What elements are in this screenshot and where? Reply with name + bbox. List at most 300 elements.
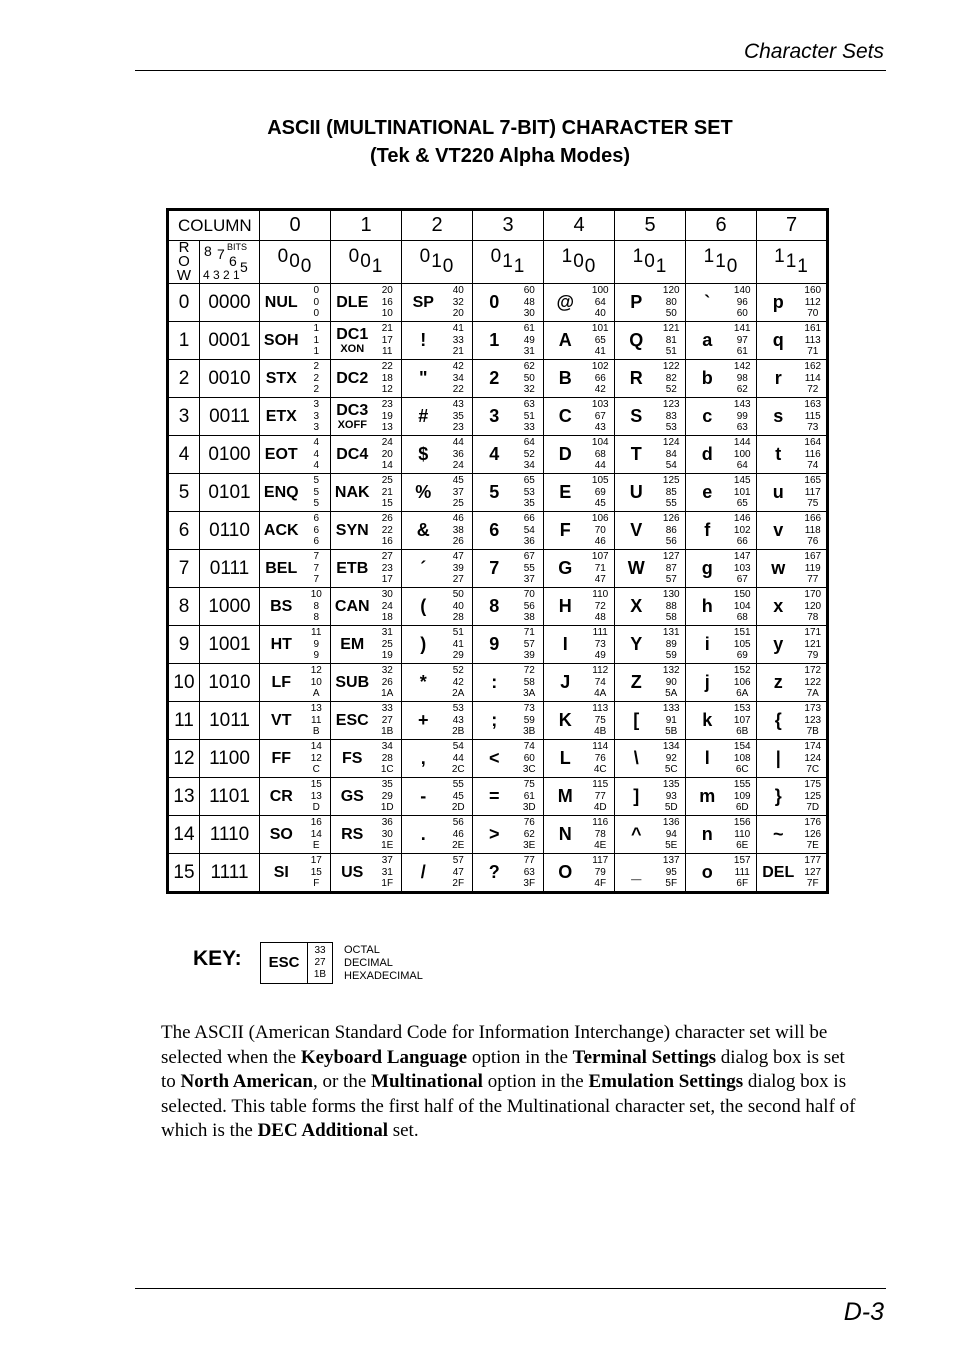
code-cell (800, 816, 828, 854)
char-cell (686, 740, 729, 778)
hex-code: 51 (665, 346, 677, 358)
code-cell (729, 778, 757, 816)
char-glyph: DC3 (336, 402, 369, 419)
decimal-code: 110 (734, 828, 751, 840)
char-cell (757, 550, 800, 588)
row-number: 6 (168, 512, 200, 550)
char-glyph: US (341, 864, 364, 881)
char-cell (615, 512, 658, 550)
char-cell (260, 322, 303, 360)
char-cell (544, 436, 587, 474)
char-glyph: ETB (336, 560, 369, 577)
char-glyph: EM (340, 636, 365, 653)
code-cell (658, 550, 686, 588)
char-glyph: NUL (264, 294, 298, 311)
hex-code: 23 (452, 422, 464, 434)
char-glyph: SOH (263, 332, 299, 349)
char-glyph: Z (630, 672, 642, 692)
char-cell (260, 854, 303, 893)
code-cell (374, 550, 402, 588)
char-cell (544, 322, 587, 360)
hex-code: 70 (807, 308, 819, 320)
char-cell (757, 626, 800, 664)
decimal-code: 37 (452, 486, 464, 498)
char-glyph: s (773, 406, 784, 426)
decimal-code: 98 (736, 372, 748, 384)
char-glyph: # (418, 406, 429, 426)
octal-code: 106 (591, 513, 609, 525)
octal-code: 112 (592, 665, 609, 677)
char-cell (402, 284, 445, 322)
bit-digit: 0 (289, 251, 300, 272)
decimal-code: 32 (452, 296, 464, 308)
char-cell (473, 398, 516, 436)
char-cell (544, 284, 587, 322)
decimal-code: 60 (523, 752, 535, 764)
bit-digit: 0 (348, 246, 360, 267)
code-cell (587, 778, 615, 816)
code-cell (658, 512, 686, 550)
char-glyph: 4 (489, 444, 500, 464)
char-cell (260, 664, 303, 702)
char-glyph: w (771, 558, 786, 578)
hex-code: 5 (313, 498, 320, 510)
octal-code: 3 (313, 399, 320, 411)
char-cell (615, 398, 658, 436)
column-bit-pattern (402, 241, 473, 284)
legend-octal: OCTAL (344, 944, 380, 956)
octal-code: 25 (381, 475, 393, 487)
code-cell (445, 664, 473, 702)
char-cell (544, 360, 587, 398)
char-cell (615, 854, 658, 893)
key-hex: 1B (313, 969, 327, 980)
char-cell (402, 360, 445, 398)
code-cell (303, 588, 331, 626)
title-line-2: (Tek & VT220 Alpha Modes) (369, 145, 631, 167)
char-glyph: B (558, 368, 572, 388)
octal-code: 2 (313, 361, 320, 373)
hex-code: 37 (523, 574, 535, 586)
octal-code: 45 (452, 475, 464, 487)
char-cell (686, 664, 729, 702)
column-number: 5 (615, 210, 686, 241)
char-cell (615, 588, 658, 626)
char-cell (686, 778, 729, 816)
bit-digit: 1 (715, 251, 726, 272)
char-cell (757, 360, 800, 398)
decimal-code: 87 (665, 562, 677, 574)
footer-rule (135, 1288, 886, 1289)
decimal-code: 106 (733, 676, 751, 688)
hex-code: 2A (452, 688, 465, 700)
row-number: 0 (168, 284, 200, 322)
code-cell (374, 626, 402, 664)
octal-code: 50 (452, 589, 464, 601)
decimal-code: 126 (804, 828, 822, 840)
char-cell (402, 816, 445, 854)
octal-code: 37 (381, 855, 393, 867)
hex-code: 5C (664, 764, 678, 776)
code-cell (658, 588, 686, 626)
decimal-code: 21 (381, 486, 393, 498)
char-glyph: Y (630, 634, 643, 654)
decimal-code: 25 (381, 638, 393, 650)
code-cell (516, 740, 544, 778)
bit-7: 7 (217, 246, 225, 262)
row-label-o: O (178, 253, 190, 270)
decimal-code: 69 (594, 486, 606, 498)
octal-code: 126 (662, 513, 680, 525)
hex-code: 1D (380, 802, 394, 814)
code-cell (445, 474, 473, 512)
code-cell (303, 740, 331, 778)
hex-code: 10 (381, 308, 393, 320)
hex-code: 3A (523, 688, 536, 700)
char-cell (260, 740, 303, 778)
octal-code: 141 (733, 323, 751, 335)
char-glyph: > (488, 824, 500, 844)
char-glyph: [ (633, 710, 640, 730)
code-cell (303, 664, 331, 702)
hex-code: 7B (806, 726, 819, 738)
char-glyph: h (701, 596, 713, 616)
row-bits: 1011 (200, 702, 260, 740)
row-bits: 0001 (200, 322, 260, 360)
octal-code: 103 (591, 399, 609, 411)
char-glyph: C (558, 406, 572, 426)
column-bit-pattern (331, 241, 402, 284)
decimal-code: 88 (665, 600, 677, 612)
octal-code: 62 (523, 361, 535, 373)
code-cell (658, 436, 686, 474)
char-cell (757, 740, 800, 778)
hex-code: 4 (313, 460, 320, 472)
decimal-code: 46 (452, 828, 464, 840)
char-cell (402, 512, 445, 550)
decimal-code: 56 (523, 600, 535, 612)
char-glyph: o (701, 862, 713, 882)
code-cell (587, 284, 615, 322)
code-cell (374, 778, 402, 816)
code-cell (587, 740, 615, 778)
char-glyph: GS (340, 788, 364, 805)
decimal-code: 100 (733, 448, 751, 460)
decimal-code: 96 (736, 296, 748, 308)
hex-code: 12 (381, 384, 393, 396)
octal-code: 67 (523, 551, 535, 563)
decimal-code: 105 (733, 638, 751, 650)
column-number: 0 (260, 210, 331, 241)
decimal-code: 12 (310, 752, 322, 764)
char-glyph: SO (269, 826, 293, 843)
decimal-code: 22 (381, 524, 393, 536)
code-cell (445, 816, 473, 854)
code-cell (729, 360, 757, 398)
code-cell (800, 550, 828, 588)
char-glyph: U (629, 482, 643, 502)
column-number: 1 (331, 210, 402, 241)
char-glyph: 6 (489, 520, 500, 540)
code-cell (374, 854, 402, 893)
bold-term: Keyboard Language (300, 1046, 468, 1068)
decimal-code: 86 (665, 524, 677, 536)
bit-digit: 0 (490, 246, 502, 267)
char-glyph: 3 (489, 406, 500, 426)
row-number: 2 (168, 360, 200, 398)
char-cell (260, 702, 303, 740)
decimal-code: 43 (452, 714, 464, 726)
hex-code: 5A (665, 688, 678, 700)
octal-code: 5 (313, 475, 320, 487)
ascii-character-table (166, 208, 829, 894)
char-cell (260, 512, 303, 550)
char-glyph: } (774, 786, 782, 806)
char-glyph: 1 (489, 330, 500, 350)
octal-code: 105 (591, 475, 609, 487)
char-glyph: ETX (265, 408, 297, 425)
code-cell (303, 436, 331, 474)
octal-code: 125 (662, 475, 680, 487)
char-cell (686, 512, 729, 550)
octal-code: 63 (523, 399, 535, 411)
octal-code: 113 (592, 703, 609, 715)
decimal-code: 38 (452, 524, 464, 536)
char-cell (331, 512, 374, 550)
text-run: option in the (482, 1071, 589, 1093)
char-glyph: d (701, 444, 713, 464)
octal-code: 115 (592, 779, 609, 791)
hex-code: 1 (313, 346, 320, 358)
char-glyph: | (775, 748, 781, 768)
char-glyph: , (420, 748, 426, 768)
octal-code: 123 (662, 399, 680, 411)
code-cell (729, 816, 757, 854)
code-cell (658, 360, 686, 398)
char-cell (260, 816, 303, 854)
char-cell (331, 588, 374, 626)
decimal-code: 10 (310, 676, 322, 688)
char-cell (544, 778, 587, 816)
char-glyph: A (558, 330, 572, 350)
hex-code: C (312, 764, 320, 776)
char-glyph: I (562, 634, 568, 654)
code-cell (587, 360, 615, 398)
char-glyph: NAK (334, 484, 370, 501)
char-cell (402, 702, 445, 740)
octal-code: 51 (452, 627, 464, 639)
hex-code: 63 (736, 422, 748, 434)
char-cell (473, 284, 516, 322)
row-bits: 0110 (200, 512, 260, 550)
code-cell (729, 588, 757, 626)
code-cell (729, 436, 757, 474)
char-glyph: SUB (335, 674, 370, 691)
decimal-code: 125 (804, 790, 822, 802)
octal-code: 130 (662, 589, 680, 601)
text-run: option in the (467, 1046, 573, 1068)
char-glyph: X (630, 596, 643, 616)
decimal-code: 47 (452, 866, 464, 878)
hex-code: 6 (313, 536, 320, 548)
octal-code: 30 (381, 589, 393, 601)
char-cell (615, 360, 658, 398)
hex-code: 2F (452, 878, 465, 890)
octal-code: 74 (523, 741, 535, 753)
octal-code: 44 (452, 437, 464, 449)
code-cell (587, 398, 615, 436)
table-row (168, 778, 828, 816)
octal-code: 75 (523, 779, 535, 791)
char-glyph: J (560, 672, 571, 692)
code-cell (303, 398, 331, 436)
hex-code: 4F (594, 878, 607, 890)
char-glyph: ) (420, 634, 427, 654)
column-bit-pattern (757, 241, 828, 284)
char-glyph: k (702, 710, 713, 730)
char-cell (402, 778, 445, 816)
hex-code: 65 (736, 498, 748, 510)
char-cell (473, 512, 516, 550)
code-cell (658, 816, 686, 854)
char-glyph: ( (420, 596, 427, 616)
header-rule (135, 70, 886, 71)
table-row (168, 664, 828, 702)
hex-code: 46 (594, 536, 606, 548)
text-run: dialog box is set to (161, 1046, 845, 1093)
code-cell (303, 854, 331, 893)
char-glyph: SP (412, 294, 434, 311)
char-glyph: SYN (335, 522, 369, 539)
code-cell (800, 398, 828, 436)
octal-code: 46 (452, 513, 464, 525)
decimal-code: 48 (523, 296, 535, 308)
char-glyph: 7 (489, 558, 500, 578)
table-row (168, 398, 828, 436)
table-row (168, 740, 828, 778)
code-cell (516, 436, 544, 474)
decimal-code: 120 (804, 600, 822, 612)
decimal-code: 11 (311, 714, 322, 726)
row-bits: 1101 (200, 778, 260, 816)
char-cell (615, 474, 658, 512)
bit-digit: 1 (431, 251, 442, 272)
octal-code: 22 (381, 361, 393, 373)
code-cell (374, 436, 402, 474)
hex-code: 50 (665, 308, 677, 320)
octal-code: 172 (804, 665, 822, 677)
decimal-code: 79 (594, 866, 606, 878)
char-glyph: FS (342, 750, 363, 767)
char-cell (686, 284, 729, 322)
decimal-code: 34 (452, 372, 464, 384)
hex-code: 74 (807, 460, 819, 472)
char-cell (473, 360, 516, 398)
char-glyph: & (416, 520, 430, 540)
decimal-code: 13 (310, 790, 322, 802)
decimal-code: 84 (665, 448, 677, 460)
decimal-code: 9 (313, 638, 320, 650)
row-number: 1 (168, 322, 200, 360)
column-number: 2 (402, 210, 473, 241)
octal-code: 23 (381, 399, 393, 411)
decimal-code: 111 (734, 866, 750, 878)
hex-code: 6B (736, 726, 749, 738)
column-number: 3 (473, 210, 544, 241)
hex-code: 62 (736, 384, 748, 396)
octal-code: 146 (733, 513, 751, 525)
code-cell (800, 664, 828, 702)
char-glyph: CR (269, 788, 293, 805)
code-cell (516, 360, 544, 398)
legend-decimal: DECIMAL (344, 957, 393, 969)
decimal-code: 97 (736, 334, 748, 346)
char-cell (260, 360, 303, 398)
row-label-w: W (176, 267, 192, 284)
char-cell (757, 512, 800, 550)
code-cell (800, 512, 828, 550)
code-cell (374, 588, 402, 626)
octal-code: 110 (592, 589, 609, 601)
octal-code: 73 (523, 703, 535, 715)
char-glyph: < (488, 748, 500, 768)
char-glyph: + (417, 710, 429, 730)
char-glyph: ESC (335, 712, 369, 729)
char-glyph: W (627, 558, 645, 578)
text-run: dialog box is selected. This table forms the first half of the Multinational character set, the second half of which is the (161, 1071, 856, 1142)
char-cell (331, 284, 374, 322)
code-cell (516, 398, 544, 436)
char-glyph: ? (488, 862, 500, 882)
decimal-code: 112 (804, 296, 821, 308)
char-glyph: F (559, 520, 571, 540)
octal-code: 12 (310, 665, 322, 677)
code-cell (516, 626, 544, 664)
decimal-code: 74 (594, 676, 606, 688)
octal-code: 102 (591, 361, 609, 373)
decimal-code: 52 (523, 448, 535, 460)
row-number: 8 (168, 588, 200, 626)
char-cell (473, 854, 516, 893)
decimal-code: 49 (523, 334, 535, 346)
decimal-code: 61 (523, 790, 535, 802)
char-glyph: 2 (489, 368, 500, 388)
octal-code: 43 (452, 399, 464, 411)
char-cell (473, 588, 516, 626)
bit-digit: 1 (561, 246, 573, 267)
code-cell (374, 398, 402, 436)
octal-code: 177 (804, 855, 822, 867)
decimal-code: 117 (804, 486, 821, 498)
char-cell (260, 778, 303, 816)
char-glyph: y (773, 634, 784, 654)
decimal-code: 89 (665, 638, 677, 650)
octal-code: 61 (523, 323, 535, 335)
code-cell (800, 854, 828, 893)
decimal-code: 77 (594, 790, 606, 802)
hex-code: 32 (523, 384, 535, 396)
row-bits: 0010 (200, 360, 260, 398)
code-cell (800, 626, 828, 664)
octal-code: 11 (311, 627, 322, 639)
hex-code: 39 (523, 650, 535, 662)
code-cell (658, 322, 686, 360)
octal-code: 151 (733, 627, 751, 639)
char-cell (686, 816, 729, 854)
hex-code: 3B (523, 726, 536, 738)
code-cell (303, 816, 331, 854)
code-cell (587, 664, 615, 702)
